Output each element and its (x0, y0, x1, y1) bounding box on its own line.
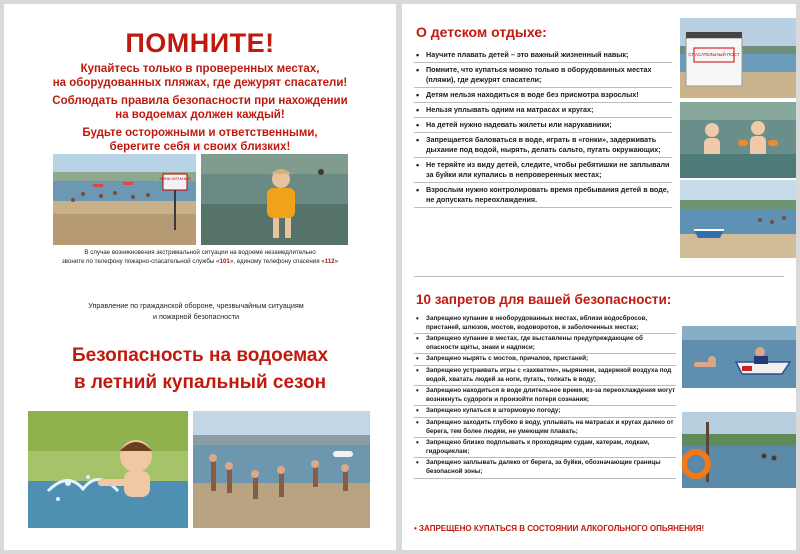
para2-line2: на водоемах должен каждый! (115, 109, 285, 121)
water-rescue-photo (682, 326, 796, 388)
list-item: • Запрещено находиться в воде длительное время, из-за переохлаждения могут возникнуть судороги и произойти потеря сознания; (414, 386, 676, 406)
child-splashing-photo (28, 411, 188, 528)
list-item: • Запрещено нырять с мостов, причалов, пристаней; (414, 354, 676, 366)
children-rest-list (414, 48, 672, 208)
list-item: • Запрещено купаться в штормовую погоду; (414, 406, 676, 418)
para2-line1: Соблюдать правила безопасности при нахождении (52, 95, 348, 107)
para-be-careful (24, 126, 376, 154)
remember-title: ПОМНИТЕ! (125, 28, 275, 58)
list-item: • Запрещено близко подплывать к проходящим судам, катерам, лодкам, гидроциклам; (414, 438, 676, 458)
big-title-line2: в летний купальный сезон (73, 372, 327, 393)
fire-rescue-number: 101 (219, 258, 230, 265)
list-item: • На детей нужно надевать жилеты или нарукавники; (414, 118, 672, 133)
beach-boat-photo (680, 180, 796, 258)
emergency-line2 (18, 257, 382, 266)
rescue-post-photo (680, 18, 796, 98)
child-lifevest-photo (201, 154, 348, 245)
dept-line2: и пожарной безопасности (152, 312, 240, 321)
lifebuoy-photo (682, 412, 796, 488)
emergency-text-post: » (334, 258, 339, 265)
list-item: • Взрослым нужно контролировать время пребывания детей в воде, не допускать переохлаждения. (414, 183, 672, 208)
list-item: • Запрещается баловаться в воде, играть в «гонки», задерживать дыхание под водой, нырять, делать сальто, пугать окружающих; (414, 133, 672, 158)
beach-photo (53, 154, 196, 245)
list-item: • Запрещено заплывать далеко от берега, за буйки, обозначающие границы безопасной зоны; (414, 458, 676, 478)
emergency-line1: В случае возникновения экстримальной ситуации на водоеме незамедлительно (84, 249, 316, 256)
unified-rescue-number: 112 (324, 258, 335, 265)
para1-line2: на оборудованных пляжах, где дежурят спасатели! (52, 77, 348, 89)
list-item: • Помните, что купаться можно только в оборудованных местах (пляжи), где дежурят спасатели; (414, 63, 672, 88)
list-item: • Запрещено устраивать игры с «захватом», нырянием, задержкой воздуха под водой, хватать людей за ноги, пугать, толкать в воду; (414, 366, 676, 386)
list-item: • Научите плавать детей – это важный жизненный навык; (414, 48, 672, 63)
emergency-text-mid: », единому телефону спасения « (229, 258, 325, 265)
prohibitions-list (414, 314, 676, 479)
rescue-post-sign-text: СПАСАТЕЛЬНЫЙ ПОСТ (688, 52, 740, 57)
department-name (36, 300, 356, 322)
kids-armbands-photo (680, 102, 796, 178)
para-safety-rules (24, 94, 376, 122)
alcohol-warning: • ЗАПРЕЩЕНО КУПАТЬСЯ В СОСТОЯНИИ АЛКОГОЛЬНОГО ОПЬЯНЕНИЯ! (414, 524, 705, 533)
crowded-beach-photo (193, 411, 370, 528)
list-item: • Нельзя уплывать одним на матрасах и кругах; (414, 103, 672, 118)
water-safety-title (4, 342, 396, 396)
list-item: • Запрещено купание в необорудованных местах, вблизи водосбросов, пристаней, шлюзов, мостов, водоворотов, в заболоченных местах; (414, 314, 676, 334)
list-item: • Детям нельзя находиться в воде без присмотра взрослых! (414, 88, 672, 103)
para-swim-checked-places (24, 62, 376, 90)
list-item: • Не теряйте из виду детей, следите, чтобы ребятишки не заплывали за буйки или купались в непроверенных местах; (414, 158, 672, 183)
children-rest-title: О детском отдыхе: (416, 24, 547, 40)
para3-line2: берегите себя и своих близких! (109, 141, 291, 153)
right-page (402, 4, 796, 550)
para1-line1: Купайтесь только в проверенных местах, (80, 63, 320, 75)
big-title-line1: Безопасность на водоемах (71, 345, 329, 366)
dept-line1: Управление по гражданской обороне, чрезвычайным ситуациям (88, 301, 304, 310)
swim-zone-sign-text: ЗОНА КУПАНИЯ (159, 176, 191, 181)
ten-prohibitions-title: 10 запретов для вашей безопасности: (416, 292, 672, 307)
list-item: • Запрещено заходить глубоко в воду, уплывать на матрасах и кругах далеко от берега, тем более людям, не умеющим плавать; (414, 418, 676, 438)
emergency-text-pre: звоните по телефону пожарно-спасательной службы « (61, 258, 220, 265)
left-page (4, 4, 396, 550)
section-divider (414, 276, 784, 277)
list-item: • Запрещено купание в местах, где выставлены предупреждающие об опасности щиты, знаки и надписи; (414, 334, 676, 354)
emergency-notice (18, 248, 382, 266)
para3-line1: Будьте осторожными и ответственными, (82, 127, 318, 139)
